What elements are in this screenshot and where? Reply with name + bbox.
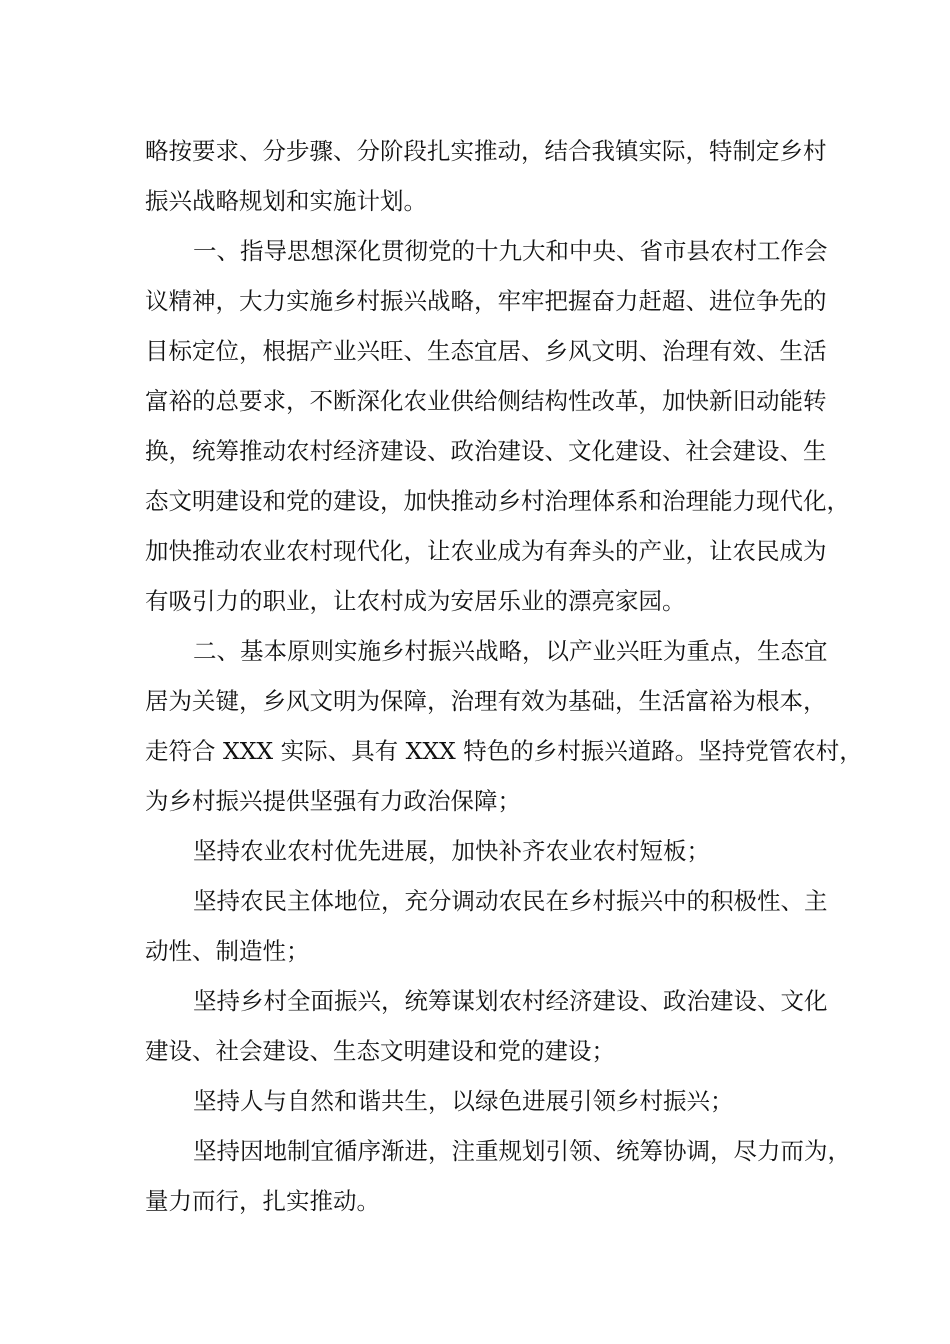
- principle-item: 坚持人与自然和谐共生，以绿色进展引领乡村振兴；: [193, 1087, 734, 1115]
- principle-item: 坚持因地制宜循序渐进，注重规划引领、统筹协调，尽力而为，: [193, 1137, 851, 1165]
- text-line: 富裕的总要求，不断深化农业供给侧结构性改革，加快新旧动能转: [145, 387, 827, 415]
- text-line: 走符合 XXX 实际、具有 XXX 特色的乡村振兴道路。坚持党管农村，: [145, 737, 863, 765]
- text-line: 加快推动农业农村现代化，让农业成为有奔头的产业，让农民成为: [145, 537, 827, 565]
- text-line: 建设、社会建设、生态文明建设和党的建设；: [145, 1037, 615, 1065]
- text-line: 态文明建设和党的建设，加快推动乡村治理体系和治理能力现代化，: [145, 487, 850, 515]
- text-line: 略按要求、分步骤、分阶段扎实推动，结合我镇实际，特制定乡村: [145, 137, 827, 165]
- principle-item: 坚持农民主体地位，充分调动农民在乡村振兴中的积极性、主: [193, 887, 828, 915]
- text-line: 议精神，大力实施乡村振兴战略，牢牢把握奋力赶超、进位争先的: [145, 287, 827, 315]
- section-heading-basic-principles: 二、基本原则实施乡村振兴战略，以产业兴旺为重点，生态宜: [193, 637, 828, 665]
- text-line: 居为关键，乡风文明为保障，治理有效为基础，生活富裕为根本，: [145, 687, 827, 715]
- text-line: 量力而行，扎实推动。: [145, 1187, 380, 1215]
- text-line: 有吸引力的职业，让农村成为安居乐业的漂亮家园。: [145, 587, 686, 615]
- text-line: 振兴战略规划和实施计划。: [145, 187, 427, 215]
- text-line: 目标定位，根据产业兴旺、生态宜居、乡风文明、治理有效、生活: [145, 337, 827, 365]
- text-line: 动性、制造性；: [145, 937, 310, 965]
- text-line: 为乡村振兴提供坚强有力政治保障；: [145, 787, 521, 815]
- section-heading-guiding-ideology: 一、指导思想深化贯彻党的十九大和中央、省市县农村工作会: [193, 237, 828, 265]
- principle-item: 坚持乡村全面振兴，统筹谋划农村经济建设、政治建设、文化: [193, 987, 828, 1015]
- principle-item: 坚持农业农村优先进展，加快补齐农业农村短板；: [193, 837, 710, 865]
- text-line: 换，统筹推动农村经济建设、政治建设、文化建设、社会建设、生: [145, 437, 827, 465]
